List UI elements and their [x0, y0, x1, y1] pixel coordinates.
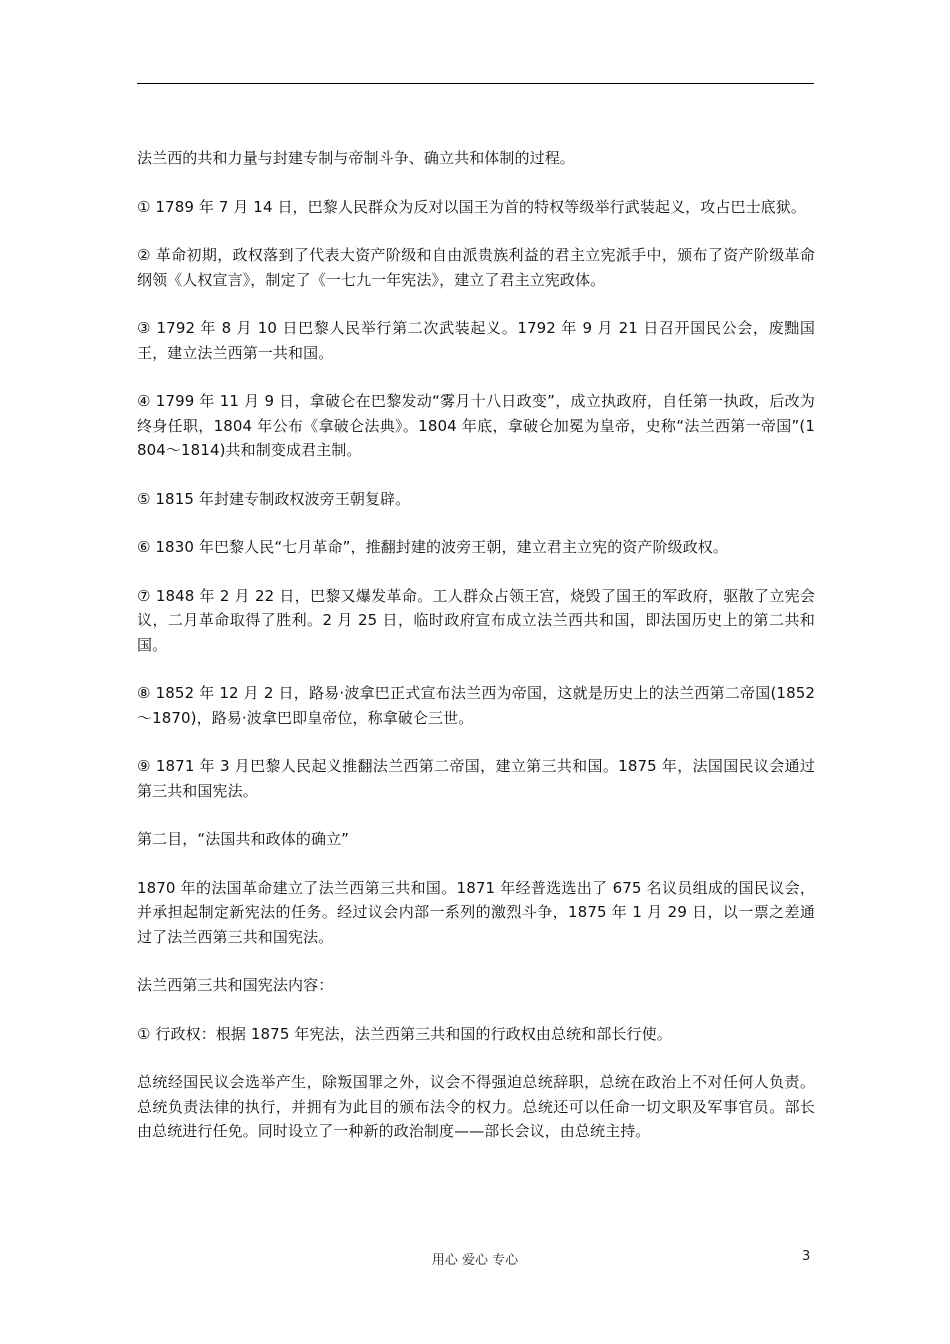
paragraph-item-6: ⑥ 1830 年巴黎人民“七月革命”，推翻封建的波旁王朝，建立君主立宪的资产阶级政权。 — [137, 538, 729, 556]
paragraph-executive-power: ① 行政权：根据 1875 年宪法，法兰西第三共和国的行政权由总统和部长行使。 — [137, 1024, 672, 1043]
header-rule — [137, 83, 814, 84]
section-heading: 第二目，“法国共和政体的确立” — [137, 830, 350, 848]
paragraph-item-8: ⑧ 1852 年 12 月 2 日，路易·波拿巴正式宣布法兰西为帝国，这就是历史上的法兰西第二帝国(1852～1870)，路易·波拿巴即皇帝位，称拿破仑三世。 — [137, 684, 815, 727]
paragraph-third-republic: 1870 年的法国革命建立了法兰西第三共和国。1871 年经普选选出了 675 名议员组成的国民议会，并承担起制定新宪法的任务。经过议会内部一系列的激烈斗争，1875 年 1 月 29 日，以一票之差通过了法兰西第三共和国宪法。 — [137, 878, 815, 946]
paragraph-item-7: ⑦ 1848 年 2 月 22 日，巴黎又爆发革命。工人群众占领王宫，烧毁了国王的军政府，驱散了立宪会议，二月革命取得了胜利。2 月 25 日，临时政府宣布成立法兰西共和国，即法国历史上的第二共和国。 — [137, 586, 815, 654]
document-body — [137, 146, 815, 1168]
footer-text: 用心 爱心 专心 — [431, 1253, 519, 1268]
paragraph-item-1: ① 1789 年 7 月 14 日，巴黎人民群众为反对以国王为首的特权等级举行武装起义，攻占巴士底狱。 — [137, 197, 806, 216]
page-number: 3 — [802, 1249, 811, 1264]
paragraph-item-4: ④ 1799 年 11 月 9 日，拿破仑在巴黎发动“雾月十八日政变”，成立执政府，自任第一执政，后改为终身任职，1804 年公布《拿破仑法典》。1804 年底，拿破仑加冕为皇帝，史称“法兰西第一帝国”(1804～1814)共和制变成君主制。 — [137, 392, 815, 459]
paragraph-item-3: ③ 1792 年 8 月 10 日巴黎人民举行第二次武装起义。1792 年 9 月 21 日召开国民公会，废黜国王，建立法兰西第一共和国。 — [137, 319, 815, 362]
paragraph-item-2: ② 革命初期，政权落到了代表大资产阶级和自由派贵族利益的君主立宪派手中，颁布了资产阶级革命纲领《人权宣言》，制定了《一七九一年宪法》，建立了君主立宪政体。 — [137, 246, 815, 289]
paragraph-president: 总统经国民议会选举产生，除叛国罪之外，议会不得强迫总统辞职，总统在政治上不对任何人负责。总统负责法律的执行，并拥有为此目的颁布法令的权力。总统还可以任命一切文职及军事官员。部长由总统进行任免。同时设立了一种新的政治制度——部长会议，由总统主持。 — [137, 1073, 815, 1140]
paragraph-intro: 法兰西的共和力量与封建专制与帝制斗争、确立共和体制的过程。 — [137, 149, 575, 167]
paragraph-constitution-heading: 法兰西第三共和国宪法内容： — [137, 976, 334, 994]
paragraph-item-9: ⑨ 1871 年 3 月巴黎人民起义推翻法兰西第二帝国，建立第三共和国。1875 年，法国国民议会通过第三共和国宪法。 — [137, 757, 815, 800]
paragraph-item-5: ⑤ 1815 年封建专制政权波旁王朝复辟。 — [137, 489, 411, 508]
